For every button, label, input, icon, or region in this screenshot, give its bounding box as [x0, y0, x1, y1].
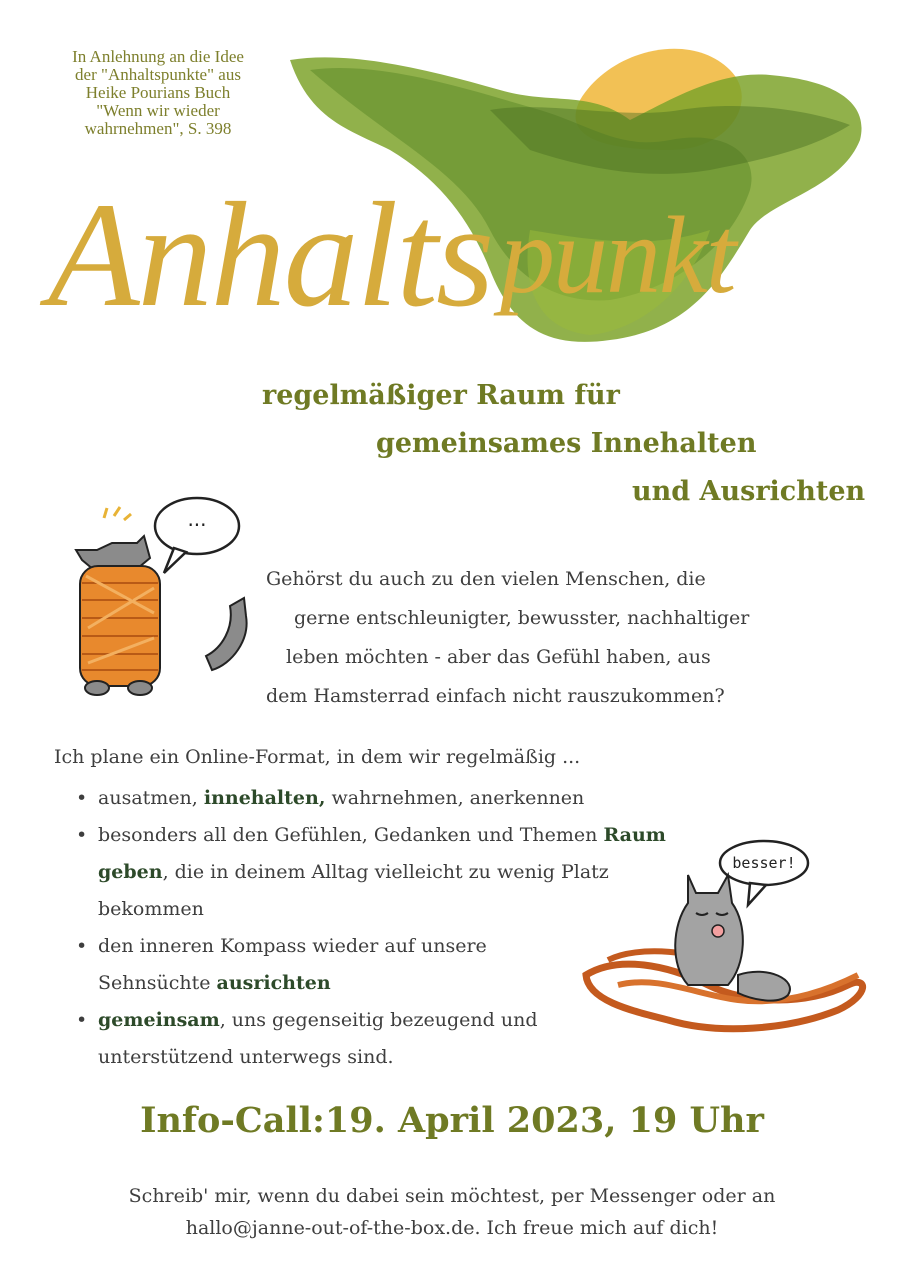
bullet-text: besonders all den Gefühlen, Gedanken und Themen — [98, 824, 604, 846]
credit-line: In Anlehnung an die Idee — [72, 47, 244, 66]
list-item — [74, 928, 568, 1002]
bullet-highlight: ausrichten — [216, 972, 331, 994]
title-part-1: Anhalts — [48, 172, 493, 338]
list-item — [74, 780, 694, 817]
intro-line: dem Hamsterrad einfach nicht rauszukommen? — [266, 685, 725, 707]
intro-line: Gehörst du auch zu den vielen Menschen, die — [266, 568, 706, 590]
closing-line: hallo@janne-out-of-the-box.de. Ich freue mich auf dich! — [185, 1217, 719, 1239]
subtitle-line: und Ausrichten — [632, 476, 866, 507]
bullet-highlight: innehalten, — [203, 787, 326, 809]
credit-note — [28, 48, 288, 138]
cat-with-yarn-illustration — [578, 835, 878, 1045]
bullet-text: ausatmen, — [98, 787, 204, 809]
credit-line: wahrnehmen", S. 398 — [84, 119, 232, 138]
credit-line: Heike Pourians Buch — [85, 83, 231, 102]
intro-paragraph — [266, 560, 856, 716]
bullet-text: wahrnehmen, anerkennen — [325, 787, 585, 809]
list-item — [74, 1002, 558, 1076]
credit-line: der "Anhaltspunkte" aus — [75, 65, 241, 84]
info-call-heading: Info-Call:19. April 2023, 19 Uhr — [140, 1100, 764, 1141]
bullet-text: , uns gegenseitig bezeugend und unterstützend unterwegs sind. — [98, 1009, 538, 1068]
subtitle-line: gemeinsames Innehalten — [376, 428, 757, 459]
bullet-highlight: gemeinsam — [98, 1009, 220, 1031]
credit-line: "Wenn wir wieder — [96, 101, 220, 120]
title-part-2: punkt — [500, 194, 735, 316]
bullet-text: , die in deinem Alltag vielleicht zu wenig Platz bekommen — [98, 861, 609, 920]
intro-line: leben möchten - aber das Gefühl haben, aus — [286, 646, 711, 668]
intro-line: gerne entschleunigter, bewusster, nachhaltiger — [294, 607, 750, 629]
cat-in-yarn-illustration — [62, 488, 252, 703]
closing-line: Schreib' mir, wenn du dabei sein möchtest, per Messenger oder an — [128, 1185, 776, 1207]
speech-bubble-text: ... — [187, 507, 207, 531]
subtitle-line: regelmäßiger Raum für — [262, 380, 620, 411]
plan-lead: Ich plane ein Online-Format, in dem wir regelmäßig ... — [54, 746, 581, 768]
bullet-highlight: Raum geben — [98, 824, 666, 883]
bullet-text: den inneren Kompass wieder auf unsere Sehnsüchte — [98, 935, 487, 994]
speech-bubble-text: besser! — [732, 854, 796, 872]
closing-paragraph — [0, 1180, 904, 1244]
